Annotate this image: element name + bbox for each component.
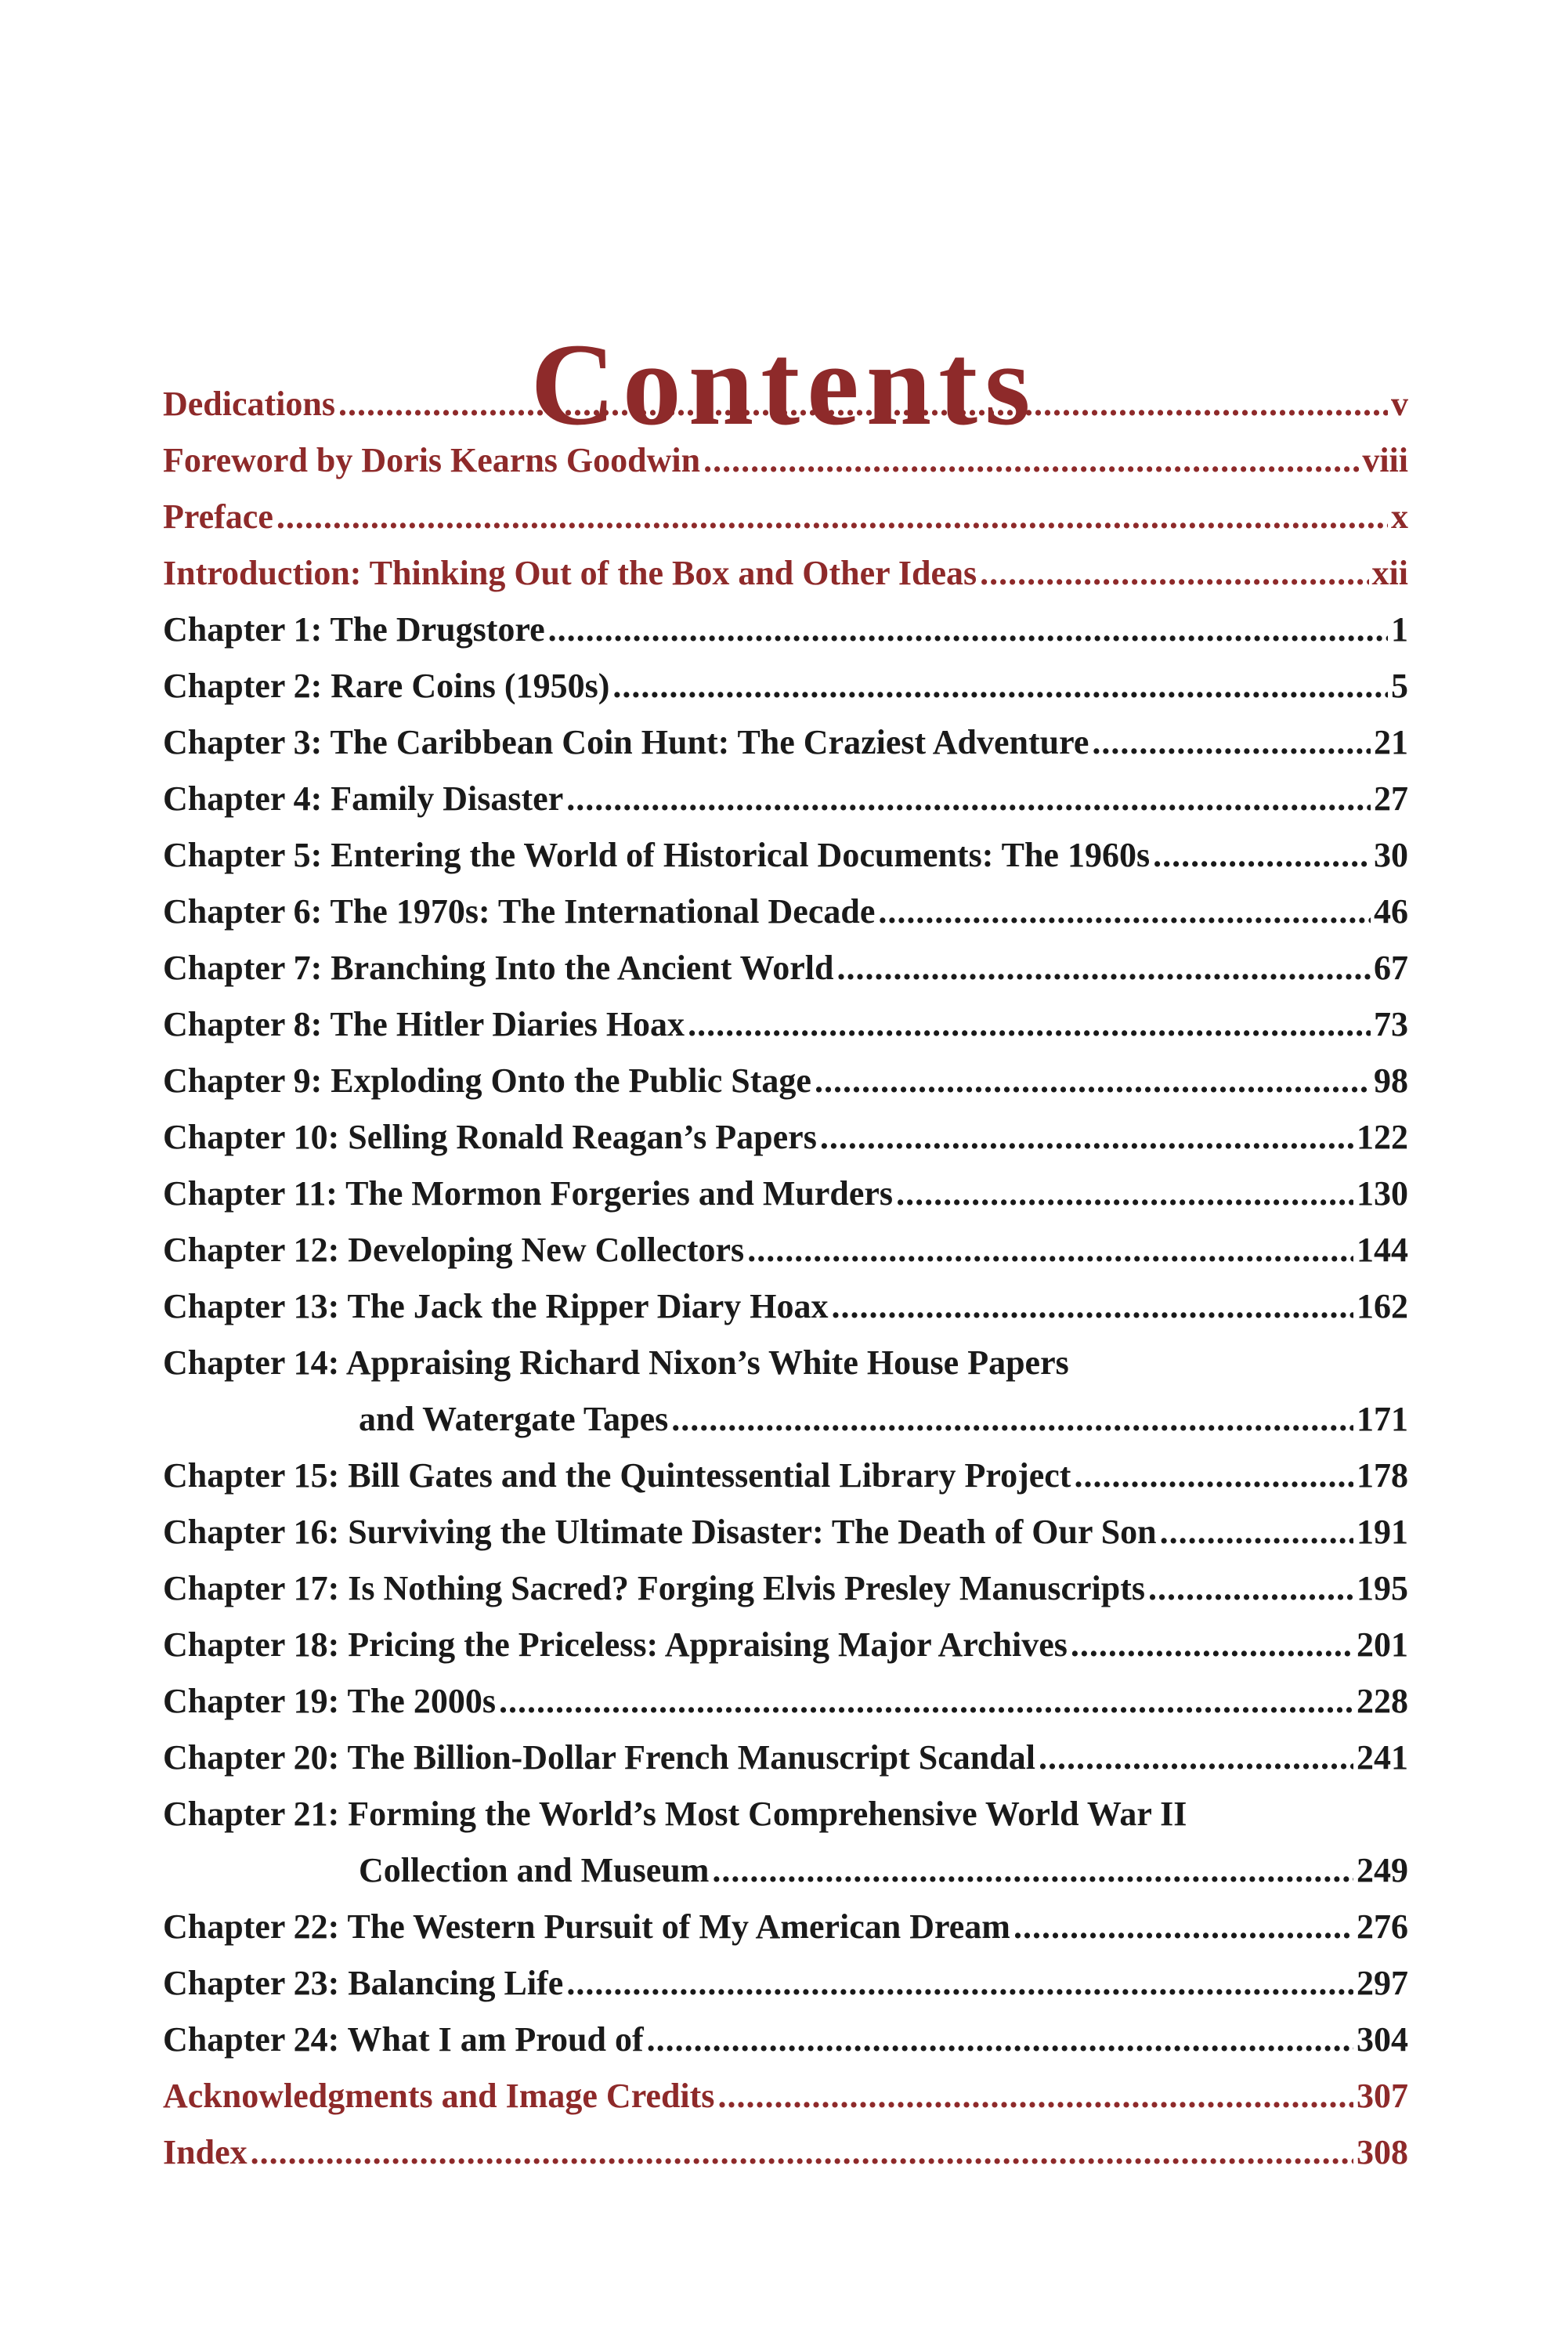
toc-entry — [163, 1335, 1408, 1391]
dot-leader — [1153, 827, 1371, 884]
toc-entry — [163, 1053, 1408, 1109]
toc-entry-label: Chapter 19: The 2000s — [163, 1682, 496, 1720]
toc-entry — [163, 827, 1408, 884]
dot-leader — [1160, 1504, 1353, 1560]
dot-leader — [688, 996, 1371, 1053]
dot-leader — [612, 658, 1388, 714]
toc-entry-page-number: 276 — [1357, 1907, 1408, 1946]
dot-leader — [276, 489, 1388, 545]
toc-entry — [163, 545, 1408, 602]
toc-entry-page-number: xii — [1371, 554, 1408, 592]
toc-entry-label: Chapter 21: Forming the World’s Most Comprehensive World War II — [163, 1795, 1187, 1833]
toc-entry — [163, 884, 1408, 940]
dot-leader — [836, 940, 1371, 996]
toc-entry-page-number: 195 — [1357, 1569, 1408, 1607]
toc-entry-label: Chapter 7: Branching Into the Ancient World — [163, 949, 834, 987]
dot-leader — [548, 602, 1388, 658]
dot-leader — [1013, 1899, 1353, 1955]
toc-entry-label: and Watergate Tapes — [359, 1400, 669, 1438]
toc-entry — [163, 376, 1408, 432]
toc-entry — [163, 658, 1408, 714]
toc-entry — [163, 489, 1408, 545]
toc-entry-label: Chapter 18: Pricing the Priceless: Appraising Major Archives — [163, 1625, 1068, 1664]
dot-leader — [251, 2124, 1353, 2181]
toc-entry — [163, 1673, 1408, 1730]
toc-entry — [163, 2068, 1408, 2124]
toc-entry — [163, 1109, 1408, 1166]
dot-leader — [703, 432, 1359, 489]
toc-entry — [163, 1391, 1408, 1448]
toc-entry — [163, 1786, 1408, 1842]
toc-entry-page-number: 171 — [1357, 1400, 1408, 1438]
dot-leader — [566, 1955, 1353, 2012]
toc-entry-page-number: 228 — [1357, 1682, 1408, 1720]
toc-entry-label: Chapter 5: Entering the World of Historical Documents: The 1960s — [163, 836, 1151, 874]
toc-entry-label: Chapter 4: Family Disaster — [163, 779, 564, 818]
toc-entry — [163, 1730, 1408, 1786]
toc-entry — [163, 1166, 1408, 1222]
toc-entry — [163, 432, 1408, 489]
toc-entry-page-number: 46 — [1374, 892, 1408, 931]
toc-entry-label: Chapter 22: The Western Pursuit of My American Dream — [163, 1907, 1010, 1946]
toc-entry — [163, 1222, 1408, 1278]
toc-entry-page-number: 67 — [1374, 949, 1408, 987]
toc-entry-page-number: 73 — [1374, 1005, 1408, 1043]
toc-entry-label: Collection and Museum — [359, 1851, 710, 1889]
toc-entry — [163, 1955, 1408, 2012]
toc-entry-label: Acknowledgments and Image Credits — [163, 2077, 715, 2115]
toc-entry-label: Dedications — [163, 385, 335, 423]
dot-leader — [878, 884, 1371, 940]
toc-entry — [163, 996, 1408, 1053]
dot-leader — [712, 1842, 1353, 1899]
toc-entry-label: Chapter 9: Exploding Onto the Public Stage — [163, 1061, 811, 1100]
toc-entry-label: Chapter 15: Bill Gates and the Quintessential Library Project — [163, 1456, 1071, 1495]
toc-entry-page-number: 130 — [1357, 1174, 1408, 1213]
toc-entry-page-number: 201 — [1357, 1625, 1408, 1664]
dot-leader — [1092, 714, 1371, 771]
dot-leader — [566, 771, 1371, 827]
toc-entry — [163, 602, 1408, 658]
toc-entry-label: Chapter 14: Appraising Richard Nixon’s White House Papers — [163, 1343, 1069, 1382]
toc-entry — [163, 1278, 1408, 1335]
dot-leader — [671, 1391, 1353, 1448]
toc-entry — [163, 714, 1408, 771]
dot-leader — [1071, 1617, 1353, 1673]
dot-leader — [747, 1222, 1353, 1278]
toc-entry — [163, 1560, 1408, 1617]
toc-entry-page-number: 30 — [1374, 836, 1408, 874]
toc-entry-page-number: 308 — [1357, 2133, 1408, 2171]
page-title: Contents — [530, 319, 1038, 450]
dot-leader — [820, 1109, 1353, 1166]
toc-entry-label: Chapter 6: The 1970s: The International Decade — [163, 892, 876, 931]
toc-entry-page-number: 191 — [1357, 1513, 1408, 1551]
toc-entry — [163, 940, 1408, 996]
dot-leader — [499, 1673, 1353, 1730]
toc-entry-label: Index — [163, 2133, 247, 2171]
toc-entry-label: Chapter 12: Developing New Collectors — [163, 1231, 745, 1269]
toc-entry — [163, 1504, 1408, 1560]
toc-entry-page-number: 5 — [1391, 667, 1408, 705]
toc-entry-label: Chapter 1: The Drugstore — [163, 610, 545, 649]
dot-leader — [815, 1053, 1371, 1109]
dot-leader — [980, 545, 1368, 602]
toc-entry — [163, 1448, 1408, 1504]
toc-entry-label: Chapter 3: The Caribbean Coin Hunt: The Craziest Adventure — [163, 723, 1089, 761]
toc-entry-page-number: viii — [1362, 441, 1408, 479]
toc-entry-label: Chapter 17: Is Nothing Sacred? Forging Elvis Presley Manuscripts — [163, 1569, 1146, 1607]
toc-entry-page-number: 21 — [1374, 723, 1408, 761]
toc-entry-label: Preface — [163, 497, 273, 536]
toc-entry-label: Foreword by Doris Kearns Goodwin — [163, 441, 701, 479]
toc-entry-page-number: 27 — [1374, 779, 1408, 818]
dot-leader — [1039, 1730, 1353, 1786]
dot-leader — [896, 1166, 1353, 1222]
dot-leader — [1074, 1448, 1353, 1504]
toc-entry-label: Chapter 24: What I am Proud of — [163, 2020, 644, 2059]
toc-entry — [163, 1617, 1408, 1673]
toc-entry-label: Chapter 13: The Jack the Ripper Diary Hoax — [163, 1287, 829, 1325]
toc-entry-page-number: 297 — [1357, 1964, 1408, 2002]
toc-entry-page-number: 241 — [1357, 1738, 1408, 1777]
toc-entry-page-number: 122 — [1357, 1118, 1408, 1156]
toc-entry — [163, 2012, 1408, 2068]
toc-entry — [163, 2124, 1408, 2181]
toc-entry — [163, 771, 1408, 827]
toc-entry-label: Chapter 16: Surviving the Ultimate Disaster: The Death of Our Son — [163, 1513, 1157, 1551]
dot-leader — [831, 1278, 1353, 1335]
toc-entry-label: Chapter 23: Balancing Life — [163, 1964, 564, 2002]
toc-entry-label: Chapter 11: The Mormon Forgeries and Murders — [163, 1174, 894, 1213]
toc-entry-page-number: 178 — [1357, 1456, 1408, 1495]
table-of-contents — [163, 376, 1408, 2181]
dot-leader — [1148, 1560, 1353, 1617]
toc-entry — [163, 1899, 1408, 1955]
dot-leader — [647, 2012, 1353, 2068]
toc-entry-page-number: v — [1391, 385, 1408, 423]
toc-entry-page-number: 249 — [1357, 1851, 1408, 1889]
toc-entry-label: Introduction: Thinking Out of the Box and Other Ideas — [163, 554, 977, 592]
toc-entry-page-number: 98 — [1374, 1061, 1408, 1100]
toc-entry-label: Chapter 20: The Billion-Dollar French Manuscript Scandal — [163, 1738, 1035, 1777]
toc-entry-page-number: 307 — [1357, 2077, 1408, 2115]
dot-leader — [717, 2068, 1353, 2124]
toc-entry-page-number: x — [1391, 497, 1408, 536]
toc-entry-page-number: 162 — [1357, 1287, 1408, 1325]
toc-entry-label: Chapter 8: The Hitler Diaries Hoax — [163, 1005, 685, 1043]
toc-entry-page-number: 304 — [1357, 2020, 1408, 2059]
toc-entry-page-number: 1 — [1391, 610, 1408, 649]
toc-entry-label: Chapter 2: Rare Coins (1950s) — [163, 667, 610, 705]
dot-leader — [338, 376, 1388, 432]
toc-entry — [163, 1842, 1408, 1899]
toc-entry-label: Chapter 10: Selling Ronald Reagan’s Papers — [163, 1118, 817, 1156]
toc-entry-page-number: 144 — [1357, 1231, 1408, 1269]
